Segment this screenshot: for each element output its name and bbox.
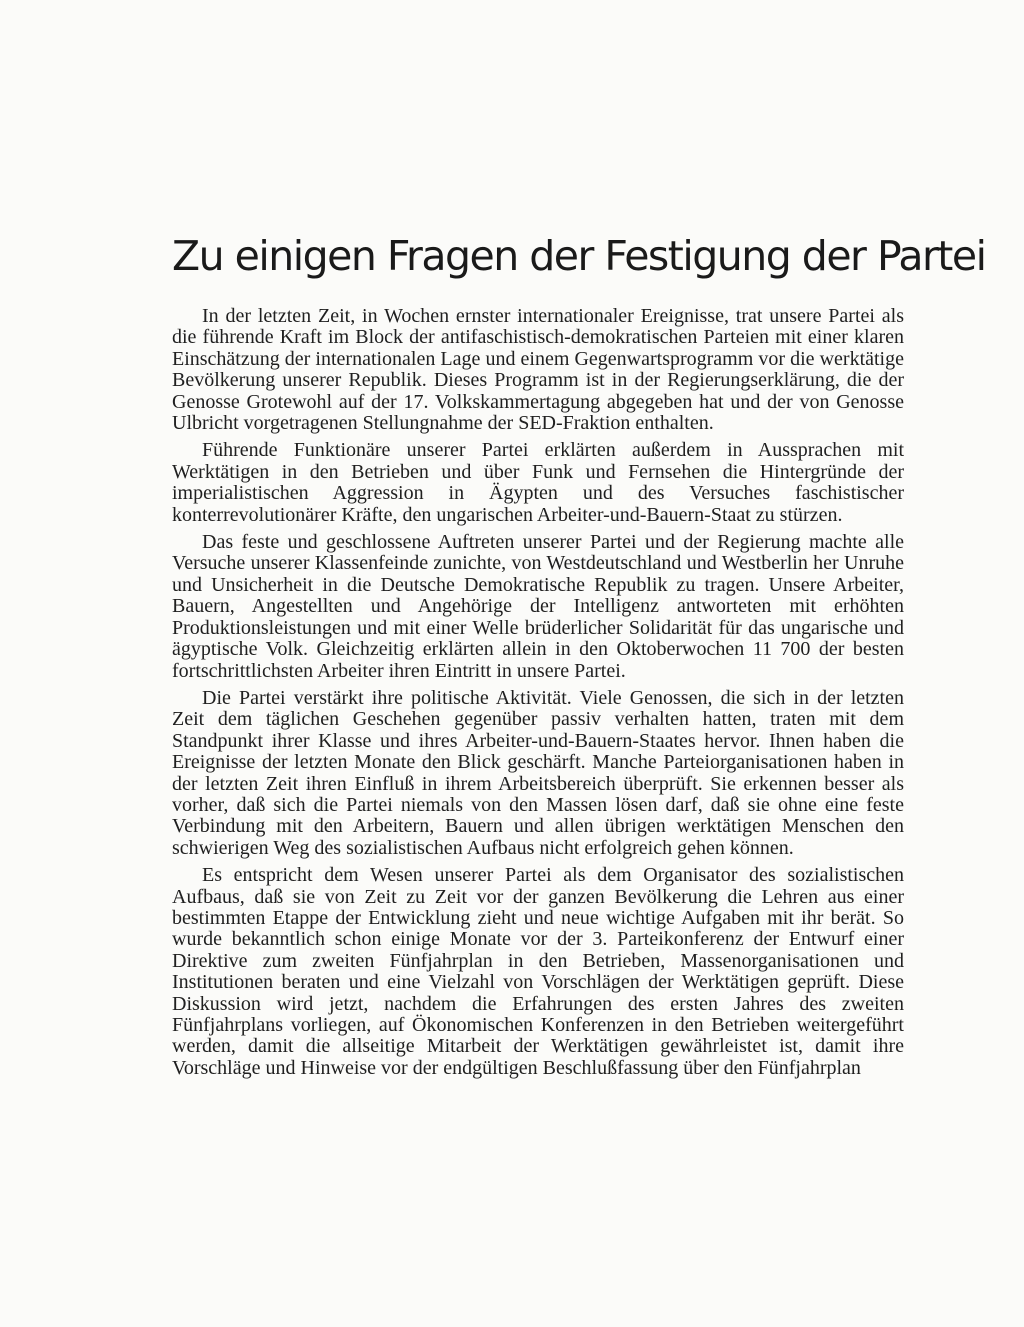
paragraph: Das feste und geschlossene Auftreten unserer Partei und der Regierung machte alle Versuche unserer Klassenfeinde zunichte, von Westdeutschland und Westberlin her Unruhe und Unsicherheit in die Deutsche Demokratische Republik zu tragen. Unsere Arbeiter, Bauern, Angestellten und Angehörige der Intelligenz antworteten mit erhöhten Produktionsleistungen und mit einer Welle brüderlicher Solidarität für das ungarische und ägyptische Volk. Gleichzeitig erklärten allein in den Oktoberwochen 11 700 der besten fortschrittlichsten Arbeiter ihren Eintritt in unsere Partei. — [172, 531, 904, 682]
page-title: Zu einigen Fragen der Festigung der Partei — [172, 232, 986, 280]
paragraph: Es entspricht dem Wesen unserer Partei als dem Organisator des sozialistischen Aufbaus, daß sie von Zeit zu Zeit vor der ganzen Bevölkerung die Lehren aus einer bestimmten Etappe der Entwicklung zieht und neue wichtige Aufgaben mit ihr berät. So wurde bekanntlich schon einige Monate vor der 3. Parteikonferenz der Entwurf einer Direktive zum zweiten Fünfjahrplan in den Betrieben, Massenorganisationen und Institutionen beraten und eine Vielzahl von Vorschlägen der Werktätigen geprüft. Diese Diskussion wird jetzt, nachdem die Erfahrungen des ersten Jahres des zweiten Fünfjahrplans vorliegen, auf Ökonomischen Konferenzen in den Betrieben weitergeführt werden, damit die allseitige Mitarbeit der Werktätigen gewährleistet ist, damit ihre Vorschläge und Hinweise vor der endgültigen Beschlußfassung über den Fünfjahrplan — [172, 864, 904, 1079]
article-body — [172, 306, 904, 1085]
paragraph: In der letzten Zeit, in Wochen ernster internationaler Ereignisse, trat unsere Partei als die führende Kraft im Block der antifaschistisch-demokratischen Parteien mit einer klaren Einschätzung der internationalen Lage und einem Gegenwartsprogramm vor die werktätige Bevölkerung unserer Republik. Dieses Programm ist in der Regierungserklärung, die der Genosse Grotewohl auf der 17. Volkskammertagung abgegeben hat und der von Genosse Ulbricht vorgetragenen Stellungnahme der SED-Fraktion enthalten. — [172, 305, 904, 435]
paragraph: Die Partei verstärkt ihre politische Aktivität. Viele Genossen, die sich in der letzten Zeit dem täglichen Geschehen gegenüber passiv verhalten hatten, traten mit dem Standpunkt ihrer Klasse und ihres Arbeiter-und-Bauern-Staates hervor. Ihnen haben die Ereignisse der letzten Monate den Blick geschärft. Manche Parteiorganisationen haben in der letzten Zeit ihren Einfluß in ihrem Arbeitsbereich überprüft. Sie erkennen besser als vorher, daß sich die Partei niemals von den Massen lösen darf, daß sie ohne eine feste Verbindung mit den Arbeitern, Bauern und allen übrigen werktätigen Menschen den schwierigen Weg des sozialistischen Aufbaus nicht erfolgreich gehen können. — [172, 686, 904, 859]
paragraph: Führende Funktionäre unserer Partei erklärten außerdem in Aussprachen mit Werktätigen in den Betrieben und über Funk und Fernsehen die Hintergründe der imperialistischen Aggression in Ägypten und des Versuches faschistischer konterrevolutionärer Kräfte, den ungarischen Arbeiter-und-Bauern-Staat zu stürzen. — [172, 439, 904, 526]
